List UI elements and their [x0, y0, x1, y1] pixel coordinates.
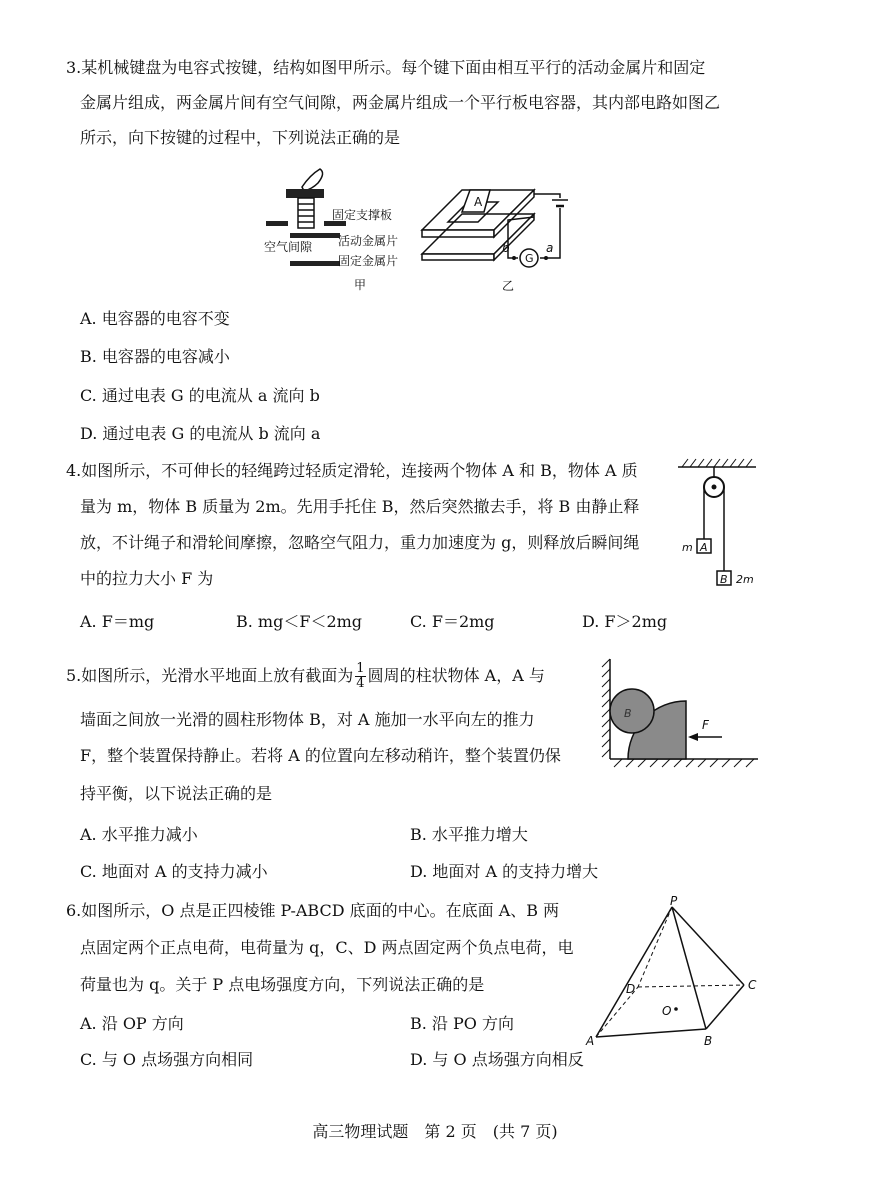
q5-frac-num: 1 — [356, 661, 365, 676]
q5-fraction — [355, 662, 365, 691]
q3-option-a: A. 电容器的电容不变 — [80, 309, 230, 328]
q4-figure-pulley — [674, 455, 766, 595]
jia-label-fixed: 固定金属片 — [338, 254, 399, 268]
q5-label-b: B — [624, 707, 632, 720]
q5-stem-line-1 — [66, 662, 545, 691]
pyramid-label-p: P — [670, 895, 678, 908]
pulley-label-a: A — [700, 541, 708, 554]
q3-figure-jia — [258, 165, 418, 295]
pyramid-label-a: A — [586, 1034, 595, 1048]
q6-option-a: A. 沿 OP 方向 — [80, 1014, 184, 1033]
q5-stem-line-4: 持平衡，以下说法正确的是 — [80, 784, 273, 803]
q4-option-d: D. F＞2mg — [582, 612, 668, 631]
q6-stem-line-3: 荷量也为 q。关于 P 点电场强度方向，下列说法正确的是 — [80, 975, 485, 994]
q6-option-c: C. 与 O 点场强方向相同 — [80, 1050, 254, 1069]
q4-option-b: B. mg＜F＜2mg — [236, 612, 363, 631]
pyramid-label-b: B — [704, 1034, 713, 1048]
q4-stem-line-4: 中的拉力大小 F 为 — [80, 569, 214, 588]
q5-figure — [598, 655, 768, 773]
q6-stem-line-2: 点固定两个正点电荷，电荷量为 q，C、D 两点固定两个负点电荷，电 — [80, 938, 574, 957]
jia-label-support: 固定支撑板 — [332, 208, 393, 222]
q3-stem-line-1: 3.某机械键盘为电容式按键，结构如图甲所示。每个键下面由相互平行的活动金属片和固定 — [66, 58, 706, 77]
jia-caption: 甲 — [354, 278, 367, 292]
q3-stem-line-2: 金属片组成，两金属片间有空气间隙，两金属片组成一个平行板电容器，其内部电路如图乙 — [80, 93, 721, 112]
q6-option-b: B. 沿 PO 方向 — [410, 1014, 514, 1033]
q6-figure-pyramid — [584, 895, 764, 1055]
q4-option-a: A. F＝mg — [80, 612, 155, 631]
pulley-label-2m: 2m — [736, 573, 754, 586]
pulley-label-m: m — [682, 541, 693, 554]
q5-stem-line-3: F，整个装置保持静止。若将 A 的位置向左移动稍许，整个装置仍保 — [80, 746, 561, 765]
q3-figure-yi — [418, 160, 590, 295]
q5-option-b: B. 水平推力增大 — [410, 825, 528, 844]
yi-caption: 乙 — [502, 279, 515, 293]
jia-label-moving: 活动金属片 — [338, 234, 399, 248]
q5-frac-den: 4 — [356, 676, 365, 691]
q6-option-d: D. 与 O 点场强方向相反 — [410, 1050, 584, 1069]
q4-stem-line-2: 量为 m，物体 B 质量为 2m。先用手托住 B，然后突然撤去手，将 B 由静止释 — [80, 497, 640, 516]
q5-line1-post: 圆周的柱状物体 A，A 与 — [367, 666, 545, 685]
q5-stem-line-2: 墙面之间放一光滑的圆柱形物体 B，对 A 施加一水平向左的推力 — [80, 710, 535, 729]
pyramid-label-o: O — [662, 1004, 672, 1018]
yi-label-key: A — [474, 195, 483, 209]
page-footer: 高三物理试题 第 2 页 (共 7 页) — [312, 1122, 558, 1141]
yi-label-a: a — [546, 241, 554, 255]
q3-stem-line-3: 所示，向下按键的过程中，下列说法正确的是 — [80, 128, 401, 147]
q4-stem-line-1: 4.如图所示，不可伸长的轻绳跨过轻质定滑轮，连接两个物体 A 和 B，物体 A 质 — [66, 461, 638, 480]
q3-option-d: D. 通过电表 G 的电流从 b 流向 a — [80, 424, 321, 443]
q4-option-c: C. F＝2mg — [410, 612, 495, 631]
q5-option-c: C. 地面对 A 的支持力减小 — [80, 862, 268, 881]
jia-label-gap: 空气间隙 — [264, 240, 313, 254]
pyramid-label-d: D — [626, 982, 636, 996]
q6-stem-line-1: 6.如图所示，O 点是正四棱锥 P-ABCD 底面的中心。在底面 A、B 两 — [66, 901, 560, 920]
q5-option-d: D. 地面对 A 的支持力增大 — [410, 862, 599, 881]
q3-option-c: C. 通过电表 G 的电流从 a 流向 b — [80, 386, 320, 405]
q4-stem-line-3: 放，不计绳子和滑轮间摩擦，忽略空气阻力，重力加速度为 g，则释放后瞬间绳 — [80, 533, 640, 552]
pulley-label-b: B — [720, 573, 728, 586]
q5-line1-pre: 5.如图所示，光滑水平地面上放有截面为 — [66, 666, 354, 685]
yi-label-b: b — [502, 241, 510, 255]
q3-option-b: B. 电容器的电容减小 — [80, 347, 230, 366]
q5-label-f: F — [702, 718, 709, 732]
pyramid-label-c: C — [748, 978, 757, 992]
q5-option-a: A. 水平推力减小 — [80, 825, 198, 844]
yi-label-g: G — [525, 252, 534, 265]
